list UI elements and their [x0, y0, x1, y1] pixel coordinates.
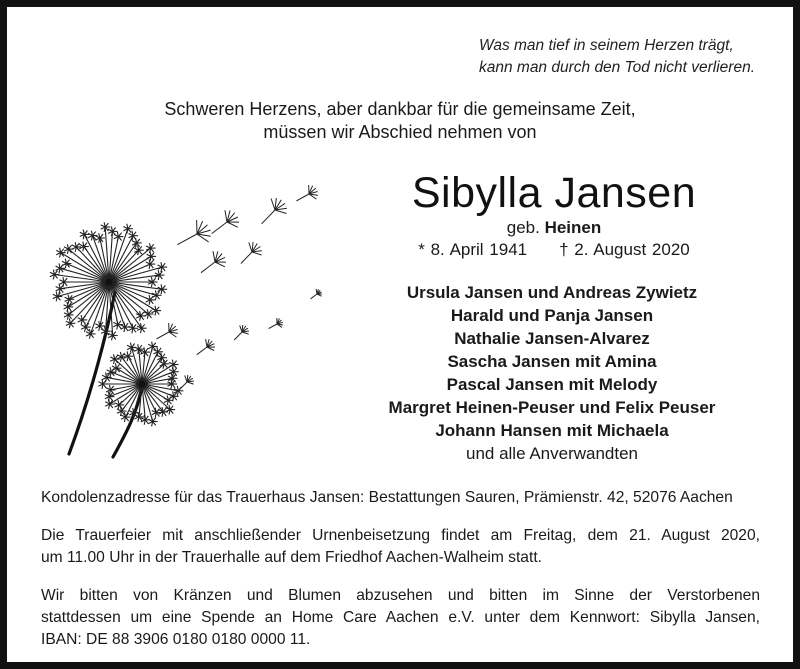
mourners-list: [347, 281, 757, 465]
death-date: † 2. August 2020: [559, 240, 690, 259]
ceremony-line-1: Die Trauerfeier mit anschließender Urnenbeisetzung findet am Freitag, dem 21. August 2020,: [41, 527, 760, 544]
mourner: Margret Heinen-Peuser und Felix Peuser: [388, 398, 716, 417]
maiden-name-line: [369, 217, 739, 239]
mourner: Ursula Jansen und Andreas Zywietz: [406, 283, 698, 302]
intro-line-1: Schweren Herzens, aber dankbar für die gemeinsame Zeit,: [164, 99, 636, 119]
mourner: Nathalie Jansen-Alvarez: [454, 329, 650, 348]
mourner: Johann Hansen mit Michaela: [435, 421, 669, 440]
donation-paragraph: [41, 585, 760, 651]
intro-line-2: müssen wir Abschied nehmen von: [263, 122, 537, 142]
birth-date: * 8. April 1941: [418, 240, 528, 259]
donation-line-1: Wir bitten von Kränzen und Blumen abzusehen und bitten im Sinne der Verstorbenen: [41, 587, 760, 604]
mourner: Pascal Jansen mit Melody: [446, 375, 658, 394]
dandelion-illustration: [47, 182, 347, 472]
mourner: Harald und Panja Jansen: [450, 306, 654, 325]
deceased-name: Sibylla Jansen: [411, 169, 697, 217]
condolence-address: [41, 487, 760, 509]
ceremony-line-2: um 11.00 Uhr in der Trauerhalle auf dem Friedhof Aachen-Walheim statt.: [41, 549, 542, 566]
mourner: Sascha Jansen mit Amina: [447, 352, 657, 371]
donation-line-3: IBAN: DE 88 3906 0180 0180 0000 11.: [41, 631, 311, 648]
mourners-closing: und alle Anverwandten: [465, 444, 639, 463]
condolence-text: Kondolenzadresse für das Trauerhaus Jansen: Bestattungen Sauren, Prämienstr. 42, 52076 Aachen: [41, 489, 733, 506]
quote-line-2: kann man durch den Tod nicht verlieren.: [478, 59, 755, 76]
donation-line-2: stattdessen um eine Spende an Home Care Aachen e.V. unter dem Kennwort: Sibylla Jansen,: [41, 609, 760, 626]
ceremony-paragraph: [41, 525, 760, 569]
memorial-quote: [479, 35, 755, 79]
maiden-prefix: geb.: [506, 218, 540, 237]
maiden-name: Heinen: [544, 218, 602, 237]
intro-text: [7, 98, 793, 144]
life-dates: [369, 239, 739, 261]
quote-line-1: Was man tief in seinem Herzen trägt,: [478, 37, 734, 54]
